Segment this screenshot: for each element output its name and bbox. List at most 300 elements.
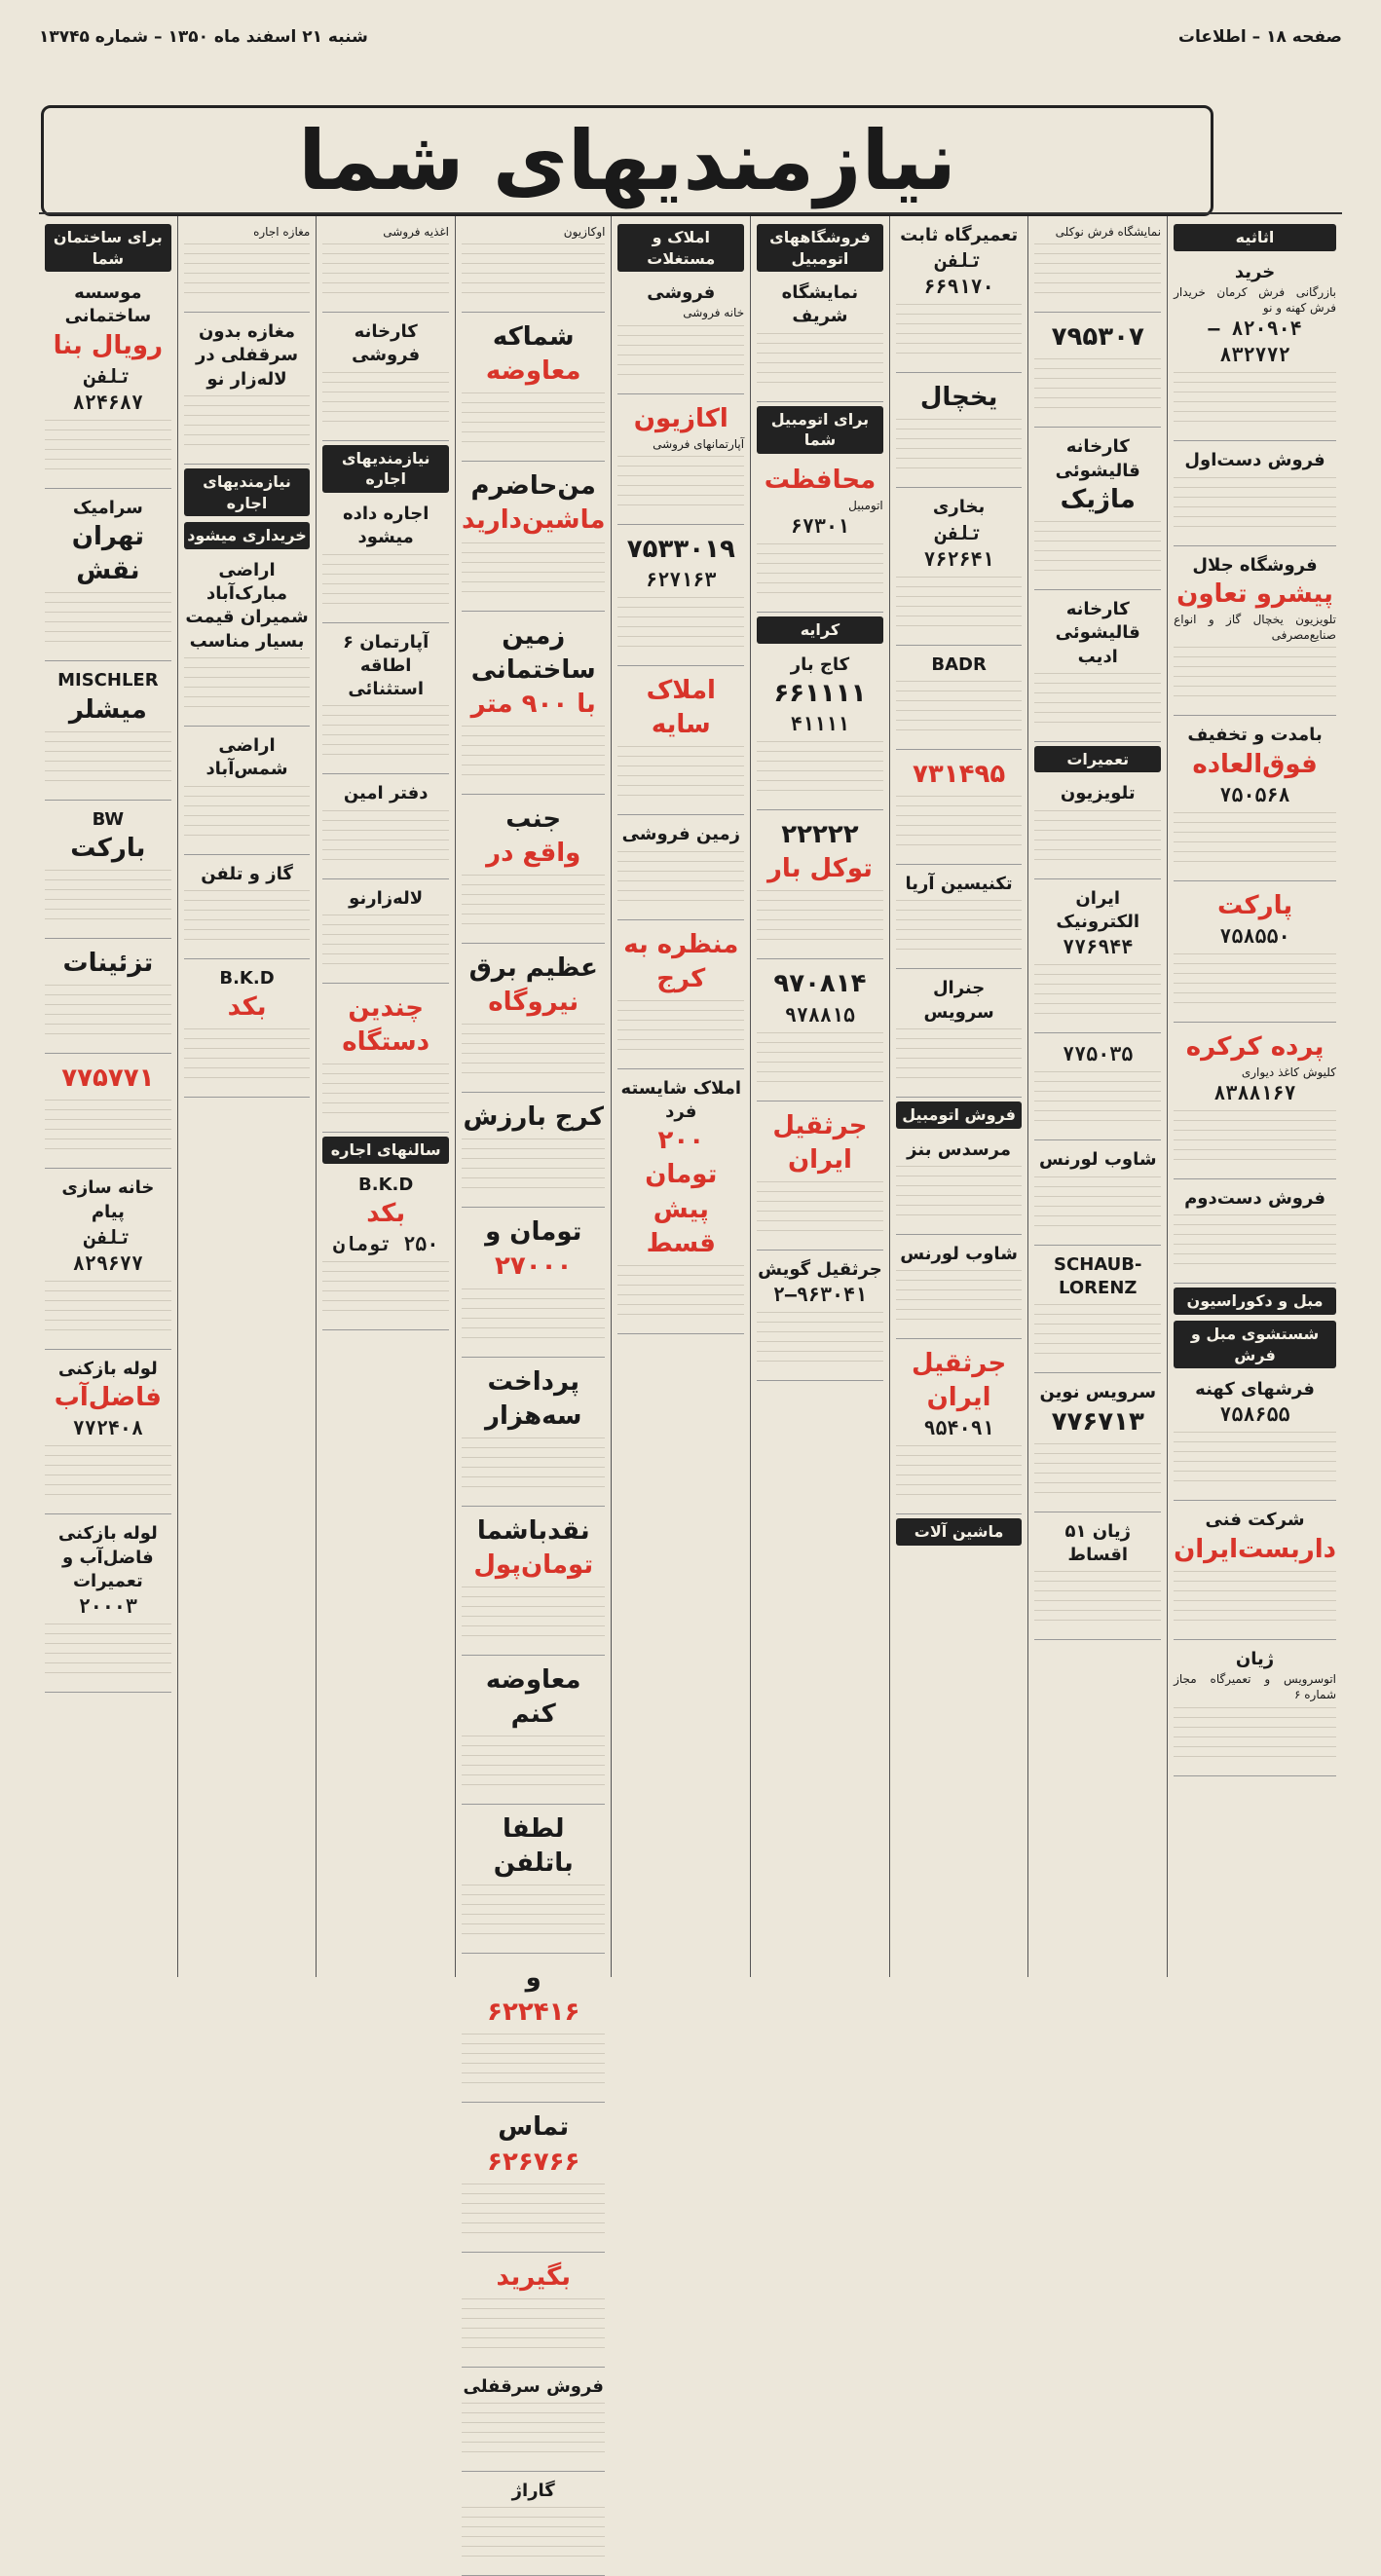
ad-heading: املاک شایسته فرد <box>620 1077 742 1123</box>
classified-ad <box>1174 445 1336 545</box>
ad-heading: کارخانه فروشی <box>352 321 421 366</box>
column-8 <box>177 216 317 1977</box>
classified-ad <box>45 1518 171 1693</box>
classified-ad <box>184 963 311 1098</box>
classified-ad <box>462 1362 605 1507</box>
category-heading: ماشین آلات <box>896 1518 1023 1546</box>
classified-ad <box>1034 594 1161 742</box>
small-print-lines <box>1034 1571 1161 1629</box>
classified-ad <box>757 650 883 810</box>
ad-display-text: عظیم برق <box>468 953 598 984</box>
ad-highlight-text: اکازیون <box>633 403 728 433</box>
ad-heading: SCHAUB-LORENZ <box>1054 1253 1142 1298</box>
small-print-lines <box>1034 1071 1161 1130</box>
classified-ad <box>462 220 605 313</box>
ad-phone-number: ۸۳۸۸۱۶۷ <box>1213 1081 1296 1105</box>
ad-highlight-text: جرثقیل ایران <box>772 1110 868 1175</box>
ad-highlight-text: جرثقیل ایران <box>911 1349 1007 1413</box>
ad-highlight-text: توکل بار <box>766 854 873 884</box>
small-print-lines <box>1034 810 1161 869</box>
small-print-lines <box>462 1587 605 1645</box>
classified-ad <box>757 278 883 402</box>
ad-phone-number: ۹۵۴۰۹۱ <box>923 1416 994 1440</box>
ad-phone-number: تلفن ۶۶۹۱۷۰ <box>923 248 994 299</box>
small-print-lines <box>184 1028 311 1087</box>
category-heading: تعمیرات <box>1034 746 1161 773</box>
category-heading: مبل و دکوراسیون <box>1174 1288 1336 1315</box>
ad-display-text: لطفا باتلفن <box>493 1814 574 1879</box>
column-6 <box>455 216 611 2502</box>
ad-heading: لوله بازکنی <box>57 1358 158 1379</box>
ad-heading: شاوب لورنس <box>1038 1149 1157 1171</box>
small-print-lines <box>757 1181 883 1240</box>
classified-ad <box>45 1354 171 1514</box>
classified-ad <box>1034 1037 1161 1140</box>
classified-ad <box>1034 431 1161 590</box>
classified-ad <box>1174 885 1336 1023</box>
small-print-lines <box>184 657 311 716</box>
ad-highlight-text: املاک سایه <box>646 676 716 740</box>
ad-heading: فرشهای کهنه <box>1195 1379 1315 1400</box>
classified-ad <box>322 883 449 984</box>
classified-ad <box>1174 1374 1336 1501</box>
category-heading: کرایه <box>757 616 883 644</box>
small-print-lines <box>45 985 171 1043</box>
classified-ad <box>1174 1644 1336 1776</box>
classified-ad <box>1034 778 1161 878</box>
classified-ad <box>617 924 744 1069</box>
ad-highlight-text: داربست‌ایران <box>1174 1534 1336 1564</box>
classified-ad <box>322 220 449 313</box>
ad-phone-number: تلفن ۸۲۴۶۸۷ <box>72 363 143 414</box>
ad-display-text: تهران نقش <box>71 522 144 586</box>
small-print-lines <box>462 1024 605 1082</box>
ad-highlight-text: ۶۲۶۷۶۶ <box>487 2147 580 2177</box>
ad-display-text: بارکت <box>70 834 146 864</box>
small-print-lines <box>462 2298 605 2357</box>
column-9 <box>39 216 177 1977</box>
small-print-lines <box>757 1312 883 1370</box>
classified-ad <box>1034 1516 1161 1641</box>
classified-ad <box>617 670 744 815</box>
small-print-lines <box>45 420 171 478</box>
ad-highlight-text: بکد <box>227 992 267 1023</box>
classified-ad <box>45 943 171 1054</box>
ad-heading: شرکت فنی <box>1205 1510 1305 1531</box>
small-print-lines <box>617 1265 744 1324</box>
classified-ad <box>896 1135 1023 1235</box>
classified-ad <box>1034 1144 1161 1245</box>
ad-display-text: تزئینات <box>62 949 154 979</box>
small-print-lines <box>1034 964 1161 1023</box>
ad-display-text: و <box>525 1963 541 1994</box>
ad-heading: بخاری <box>932 497 986 518</box>
ad-display-text: ۶۶۱۱۱۱ <box>773 679 867 709</box>
ad-display-text: یخچال <box>919 383 998 413</box>
small-print-lines <box>184 243 311 302</box>
small-print-lines <box>1174 1110 1336 1169</box>
classified-ad <box>896 1239 1023 1339</box>
classified-ad <box>896 973 1023 1098</box>
small-print-lines <box>462 243 605 302</box>
ad-heading: خانه سازی پیام <box>61 1177 155 1222</box>
ad-highlight-text: ۷۷۵۷۷۱ <box>61 1064 155 1094</box>
ad-highlight-text: ۶۲۲۴۱۶ <box>487 1997 580 2028</box>
ad-display-text: ۷۹۵۳۰۷ <box>1051 322 1144 353</box>
small-print-lines <box>45 731 171 790</box>
ad-heading: موسسه ساختمانی <box>64 282 152 327</box>
classified-ad <box>1034 1250 1161 1374</box>
small-print-lines <box>322 243 449 302</box>
ad-highlight-text: معاوضه <box>485 356 581 387</box>
ad-display-text: ۷۷۶۷۱۳ <box>1051 1406 1144 1437</box>
ad-heading: ایران الکترونیک <box>1056 887 1140 933</box>
classified-ad <box>462 948 605 1093</box>
ad-heading: فروش سرقفلی <box>463 2375 604 2397</box>
ad-heading: سرویس نوین <box>1039 1382 1157 1403</box>
classified-ad <box>462 2476 605 2576</box>
small-print-lines <box>617 597 744 655</box>
ad-highlight-text: فوق‌العاده <box>1192 749 1318 779</box>
category-heading: شستشوی مبل و فرش <box>1174 1321 1336 1368</box>
small-print-lines <box>1034 243 1161 302</box>
classified-ad <box>1034 1377 1161 1512</box>
classified-ad <box>896 492 1023 645</box>
ad-highlight-text: پیشرو تعاون <box>1176 579 1333 609</box>
small-print-lines <box>1174 647 1336 705</box>
classified-ad <box>617 1073 744 1334</box>
ad-highlight-text: رویال بنا <box>53 330 164 360</box>
small-print-lines <box>45 592 171 651</box>
small-print-lines <box>45 1445 171 1504</box>
ad-heading: تعمیرگاه ثابت <box>900 225 1019 245</box>
ad-heading: اراضی مبارک‌آباد شمیران قیمت بسیار مناسب <box>185 559 309 652</box>
ad-heading: فروش دست‌اول <box>1184 450 1325 471</box>
category-heading: فروش اتومبیل <box>896 1101 1023 1129</box>
small-print-lines <box>45 870 171 928</box>
ad-phone-number: ۷۷۵۰۳۵ <box>1063 1042 1134 1066</box>
classified-ad <box>45 665 171 800</box>
ad-display-text: تماس <box>498 2112 570 2143</box>
small-print-lines <box>1174 372 1336 430</box>
category-heading: املاک و مستغلات <box>617 224 744 272</box>
small-print-lines <box>1174 477 1336 536</box>
ad-display-text: جنب <box>505 803 562 834</box>
classified-ad <box>896 1343 1023 1514</box>
small-print-lines <box>462 392 605 451</box>
small-print-lines <box>462 2184 605 2242</box>
ad-highlight-text: فاضل‌آب <box>54 1383 162 1413</box>
classified-ad <box>896 869 1023 969</box>
small-print-lines <box>462 1139 605 1197</box>
ad-display-text: تومان و <box>485 1217 582 1248</box>
ad-body-text: نمایشگاه فرش نوکلی <box>1055 225 1162 239</box>
small-print-lines <box>462 2034 605 2092</box>
ad-body-text: اوکازیون <box>563 225 606 239</box>
ad-heading: اجاره داده میشود <box>342 503 429 548</box>
ad-heading: زمین فروشی <box>621 824 740 845</box>
ad-highlight-text: چندین دستگاه <box>342 993 430 1058</box>
ad-heading: MISCHLER <box>57 670 159 691</box>
column-5 <box>611 216 750 1977</box>
small-print-lines <box>896 1028 1023 1087</box>
column-2 <box>1027 216 1167 1977</box>
ad-highlight-text: تومان‌پول <box>473 1549 594 1580</box>
classified-ad <box>1174 550 1336 717</box>
ad-highlight-text: واقع در <box>486 838 581 868</box>
classified-ad <box>896 220 1023 373</box>
small-print-lines <box>322 915 449 973</box>
ad-heading: B.K.D <box>219 967 275 989</box>
small-print-lines <box>896 304 1023 362</box>
small-print-lines <box>462 1288 605 1347</box>
ad-heading: دفتر امین <box>343 783 429 804</box>
ad-highlight-text: ماشین‌دارید <box>462 505 606 536</box>
classified-ad <box>45 278 171 489</box>
ad-phone-number: تلفن ۷۶۲۶۴۱ <box>923 520 994 571</box>
classified-ad <box>184 220 311 313</box>
page-label: صفحه ۱۸ – اطلاعات <box>1177 27 1342 47</box>
small-print-lines <box>322 554 449 613</box>
classified-ad <box>757 1254 883 1381</box>
small-print-lines <box>45 1100 171 1158</box>
small-print-lines <box>1034 358 1161 417</box>
classified-ad <box>1034 883 1161 1034</box>
classifieds-banner <box>41 105 1213 216</box>
ad-phone-number: ۷۷۲۴۰۸ <box>72 1416 143 1440</box>
ad-heading: جنرال سرویس <box>923 978 994 1023</box>
category-heading: سالنهای اجاره <box>322 1137 449 1164</box>
small-print-lines <box>462 542 605 601</box>
ad-display-text: کرج بارزش <box>463 1102 604 1133</box>
classified-ad <box>462 2107 605 2252</box>
small-print-lines <box>1034 1176 1161 1235</box>
page-header <box>39 18 1342 56</box>
ad-phone-number: ۶۷۳۰۱ <box>790 514 850 539</box>
classified-ad <box>462 1958 605 2103</box>
ad-heading: نمایشگاه شریف <box>781 282 859 327</box>
small-print-lines <box>45 1281 171 1339</box>
small-print-lines <box>1034 521 1161 579</box>
ad-phone-number: ۹۷۸۸۱۵ <box>784 1002 856 1027</box>
category-heading: فروشگاههای اتومبیل <box>757 224 883 272</box>
ad-display-text: ۷۵۳۳۰۱۹ <box>626 534 735 564</box>
classified-ad <box>322 1170 449 1330</box>
ad-display-text: شماکه <box>492 322 575 353</box>
category-heading: اثاثیه <box>1174 224 1336 251</box>
small-print-lines <box>462 2403 605 2461</box>
small-print-lines <box>1174 1571 1336 1629</box>
ad-heading: تکنیسین آریا <box>905 874 1013 895</box>
classified-ad <box>45 493 171 661</box>
classified-ad <box>617 398 744 525</box>
ad-heading: ژیان ۵۱ اقساط <box>1064 1520 1131 1565</box>
ad-heading: آپارتمان ۶ اطاقه استثنائی <box>343 631 429 700</box>
small-print-lines <box>1034 1443 1161 1502</box>
ad-heading: کارخانه قالیشوئی <box>1055 436 1140 481</box>
small-print-lines <box>896 1166 1023 1224</box>
classified-ad <box>462 466 605 611</box>
category-heading: خریداری میشود <box>184 522 311 549</box>
small-print-lines <box>462 1437 605 1496</box>
small-print-lines <box>896 900 1023 958</box>
ad-body-text: آپارتمانهای فروشی <box>653 436 745 451</box>
classified-ad <box>462 799 605 944</box>
column-4 <box>750 216 889 1977</box>
small-print-lines <box>184 786 311 844</box>
small-print-lines <box>617 456 744 514</box>
category-heading: برای اتومبیل شما <box>757 406 883 454</box>
ad-display-text: زمین ساختمانی <box>470 620 596 685</box>
ad-display-text: ۲۲۲۲۲ <box>781 820 859 850</box>
ad-highlight-text: منظره به کرج <box>623 929 739 993</box>
small-print-lines <box>617 1000 744 1059</box>
small-print-lines <box>184 890 311 949</box>
classified-ad <box>1174 1183 1336 1284</box>
ad-heading: گاراژ <box>511 2481 555 2502</box>
ad-phone-number: ۸۲۰۹۰۴ – ۸۳۲۷۷۲ <box>1208 317 1302 367</box>
ad-heading: جرثقیل گویش <box>758 1258 882 1280</box>
classified-ad <box>322 778 449 878</box>
ad-highlight-text: پارکت <box>1216 890 1293 920</box>
small-print-lines <box>322 1261 449 1320</box>
classified-ad <box>184 555 311 727</box>
classified-ad <box>184 859 311 959</box>
ad-highlight-text: ۷۳۱۴۹۵ <box>912 759 1006 789</box>
ad-display-text: ماژیک <box>1060 484 1136 514</box>
small-print-lines <box>757 543 883 602</box>
small-print-lines <box>757 890 883 949</box>
column-7 <box>316 216 455 1977</box>
small-print-lines <box>896 681 1023 739</box>
small-print-lines <box>462 726 605 784</box>
small-print-lines <box>757 1032 883 1091</box>
classified-ad <box>462 2371 605 2472</box>
small-print-lines <box>462 2507 605 2565</box>
classified-ad <box>45 1173 171 1350</box>
small-print-lines <box>1034 673 1161 731</box>
ad-heading: کارخانه قالیشوئی ادیب <box>1055 598 1140 667</box>
small-print-lines <box>462 875 605 933</box>
classified-ad <box>1174 257 1336 442</box>
classified-ad <box>1034 220 1161 313</box>
ad-display-text: ۹۷۰۸۱۴ <box>773 969 867 999</box>
classified-ad <box>757 963 883 1101</box>
classified-ad <box>757 460 883 613</box>
banner-title: نیازمندیهای شما <box>298 113 956 208</box>
small-print-lines <box>617 325 744 384</box>
ad-highlight-text: بکد <box>366 1199 406 1229</box>
classified-ad <box>45 804 171 939</box>
ad-display-text: نقدباشما <box>476 1515 590 1546</box>
ad-display-text: معاوضه کنم <box>485 1664 581 1729</box>
ad-phone-number: ۷۵۸۶۵۵ <box>1219 1402 1290 1427</box>
classified-ad <box>617 278 744 393</box>
date-label: شنبه ۲۱ اسفند ماه ۱۳۵۰ – شماره ۱۳۷۴۵ <box>39 27 368 47</box>
small-print-lines <box>896 796 1023 854</box>
small-print-lines <box>617 851 744 910</box>
classified-ad <box>184 730 311 855</box>
ad-heading: اراضی شمس‌آباد <box>205 735 288 780</box>
small-print-lines <box>1174 812 1336 871</box>
classified-columns <box>39 216 1342 2502</box>
small-print-lines <box>322 810 449 869</box>
ad-highlight-text: ۲۰۰ تومان پیش قسط <box>645 1126 718 1258</box>
ad-heading: ژیان <box>1235 1648 1275 1669</box>
ad-heading: مغازه بدون سرقفلی در لاله‌زار نو <box>195 321 299 390</box>
classified-ad <box>462 1511 605 1656</box>
ad-heading: کاج بار <box>790 653 850 675</box>
ad-display-text: پرداخت سه‌هزار <box>485 1366 582 1431</box>
small-print-lines <box>757 741 883 800</box>
ad-body-text: اتومبیل <box>848 499 883 513</box>
small-print-lines <box>896 1445 1023 1504</box>
ad-phone-number: ۷۵۰۵۶۸ <box>1219 782 1290 806</box>
classified-ad <box>322 627 449 775</box>
small-print-lines <box>184 395 311 454</box>
small-print-lines <box>896 419 1023 477</box>
ad-body-text: اغذیه فروشی <box>383 225 449 239</box>
small-print-lines <box>322 372 449 430</box>
small-print-lines <box>757 333 883 392</box>
column-1 <box>1167 216 1342 1977</box>
ad-heading: لاله‌زارنو <box>349 887 424 909</box>
classified-ad <box>462 616 605 795</box>
classified-ad <box>896 377 1023 488</box>
ad-phone-number: تلفن ۸۲۹۶۷۷ <box>72 1224 143 1275</box>
small-print-lines <box>896 577 1023 635</box>
classified-ad <box>322 988 449 1133</box>
ad-phone-number: ۹۶۳۰۴۱–۲ <box>772 1283 868 1306</box>
header-rule <box>39 212 1342 214</box>
ad-heading: لوله بازکنی فاضل‌آب و تعمیرات <box>57 1523 158 1591</box>
ad-display-text: من‌حاضرم <box>470 471 596 502</box>
classified-ad <box>617 819 744 919</box>
ad-highlight-text: با ۹۰۰ متر <box>470 689 596 719</box>
small-print-lines <box>1174 953 1336 1012</box>
ad-heading: مرسدس بنز <box>907 1139 1012 1160</box>
classified-ad <box>184 317 311 465</box>
classified-ad <box>322 499 449 623</box>
ad-highlight-text: ۲۷۰۰۰ <box>495 1251 573 1282</box>
ad-phone-number: ۷۵۸۵۵۰ <box>1219 923 1290 948</box>
small-print-lines <box>617 746 744 804</box>
classified-ad <box>462 2257 605 2368</box>
classified-ad <box>462 1660 605 1805</box>
column-3 <box>889 216 1028 1977</box>
ad-body-text: کلیوش کاغذ دیواری <box>1241 1064 1336 1079</box>
ad-heading: سرامیک <box>72 497 143 518</box>
ad-body-text: بازرگانی فرش کرمان خریدار فرش کهنه و نو <box>1174 284 1336 316</box>
ad-heading: فروشگاه جلال <box>1192 554 1318 576</box>
ad-highlight-text: بگیرید <box>496 2261 571 2292</box>
ad-body-text: اتوسرویس و تعمیرگاه مجاز شماره ۶ <box>1174 1672 1336 1702</box>
ad-heading: تلویزیون <box>1060 783 1136 804</box>
small-print-lines <box>45 1624 171 1682</box>
classified-ad <box>1034 317 1161 428</box>
ad-phone-number: ۷۷۶۹۴۴ <box>1063 935 1134 959</box>
small-print-lines <box>1034 1304 1161 1363</box>
classified-ad <box>1174 1505 1336 1639</box>
classified-ad <box>45 1058 171 1169</box>
ad-body-text: مغازه اجاره <box>253 225 311 239</box>
classified-ad <box>896 650 1023 750</box>
small-print-lines <box>462 1736 605 1794</box>
ad-body-text: تلویزیون یخچال گاز و انواع صنایع‌مصرفی <box>1174 612 1336 643</box>
small-print-lines <box>1174 1432 1336 1490</box>
ad-display-text: میشلر <box>68 694 147 725</box>
ad-body-text: خانه فروشی <box>683 306 745 320</box>
